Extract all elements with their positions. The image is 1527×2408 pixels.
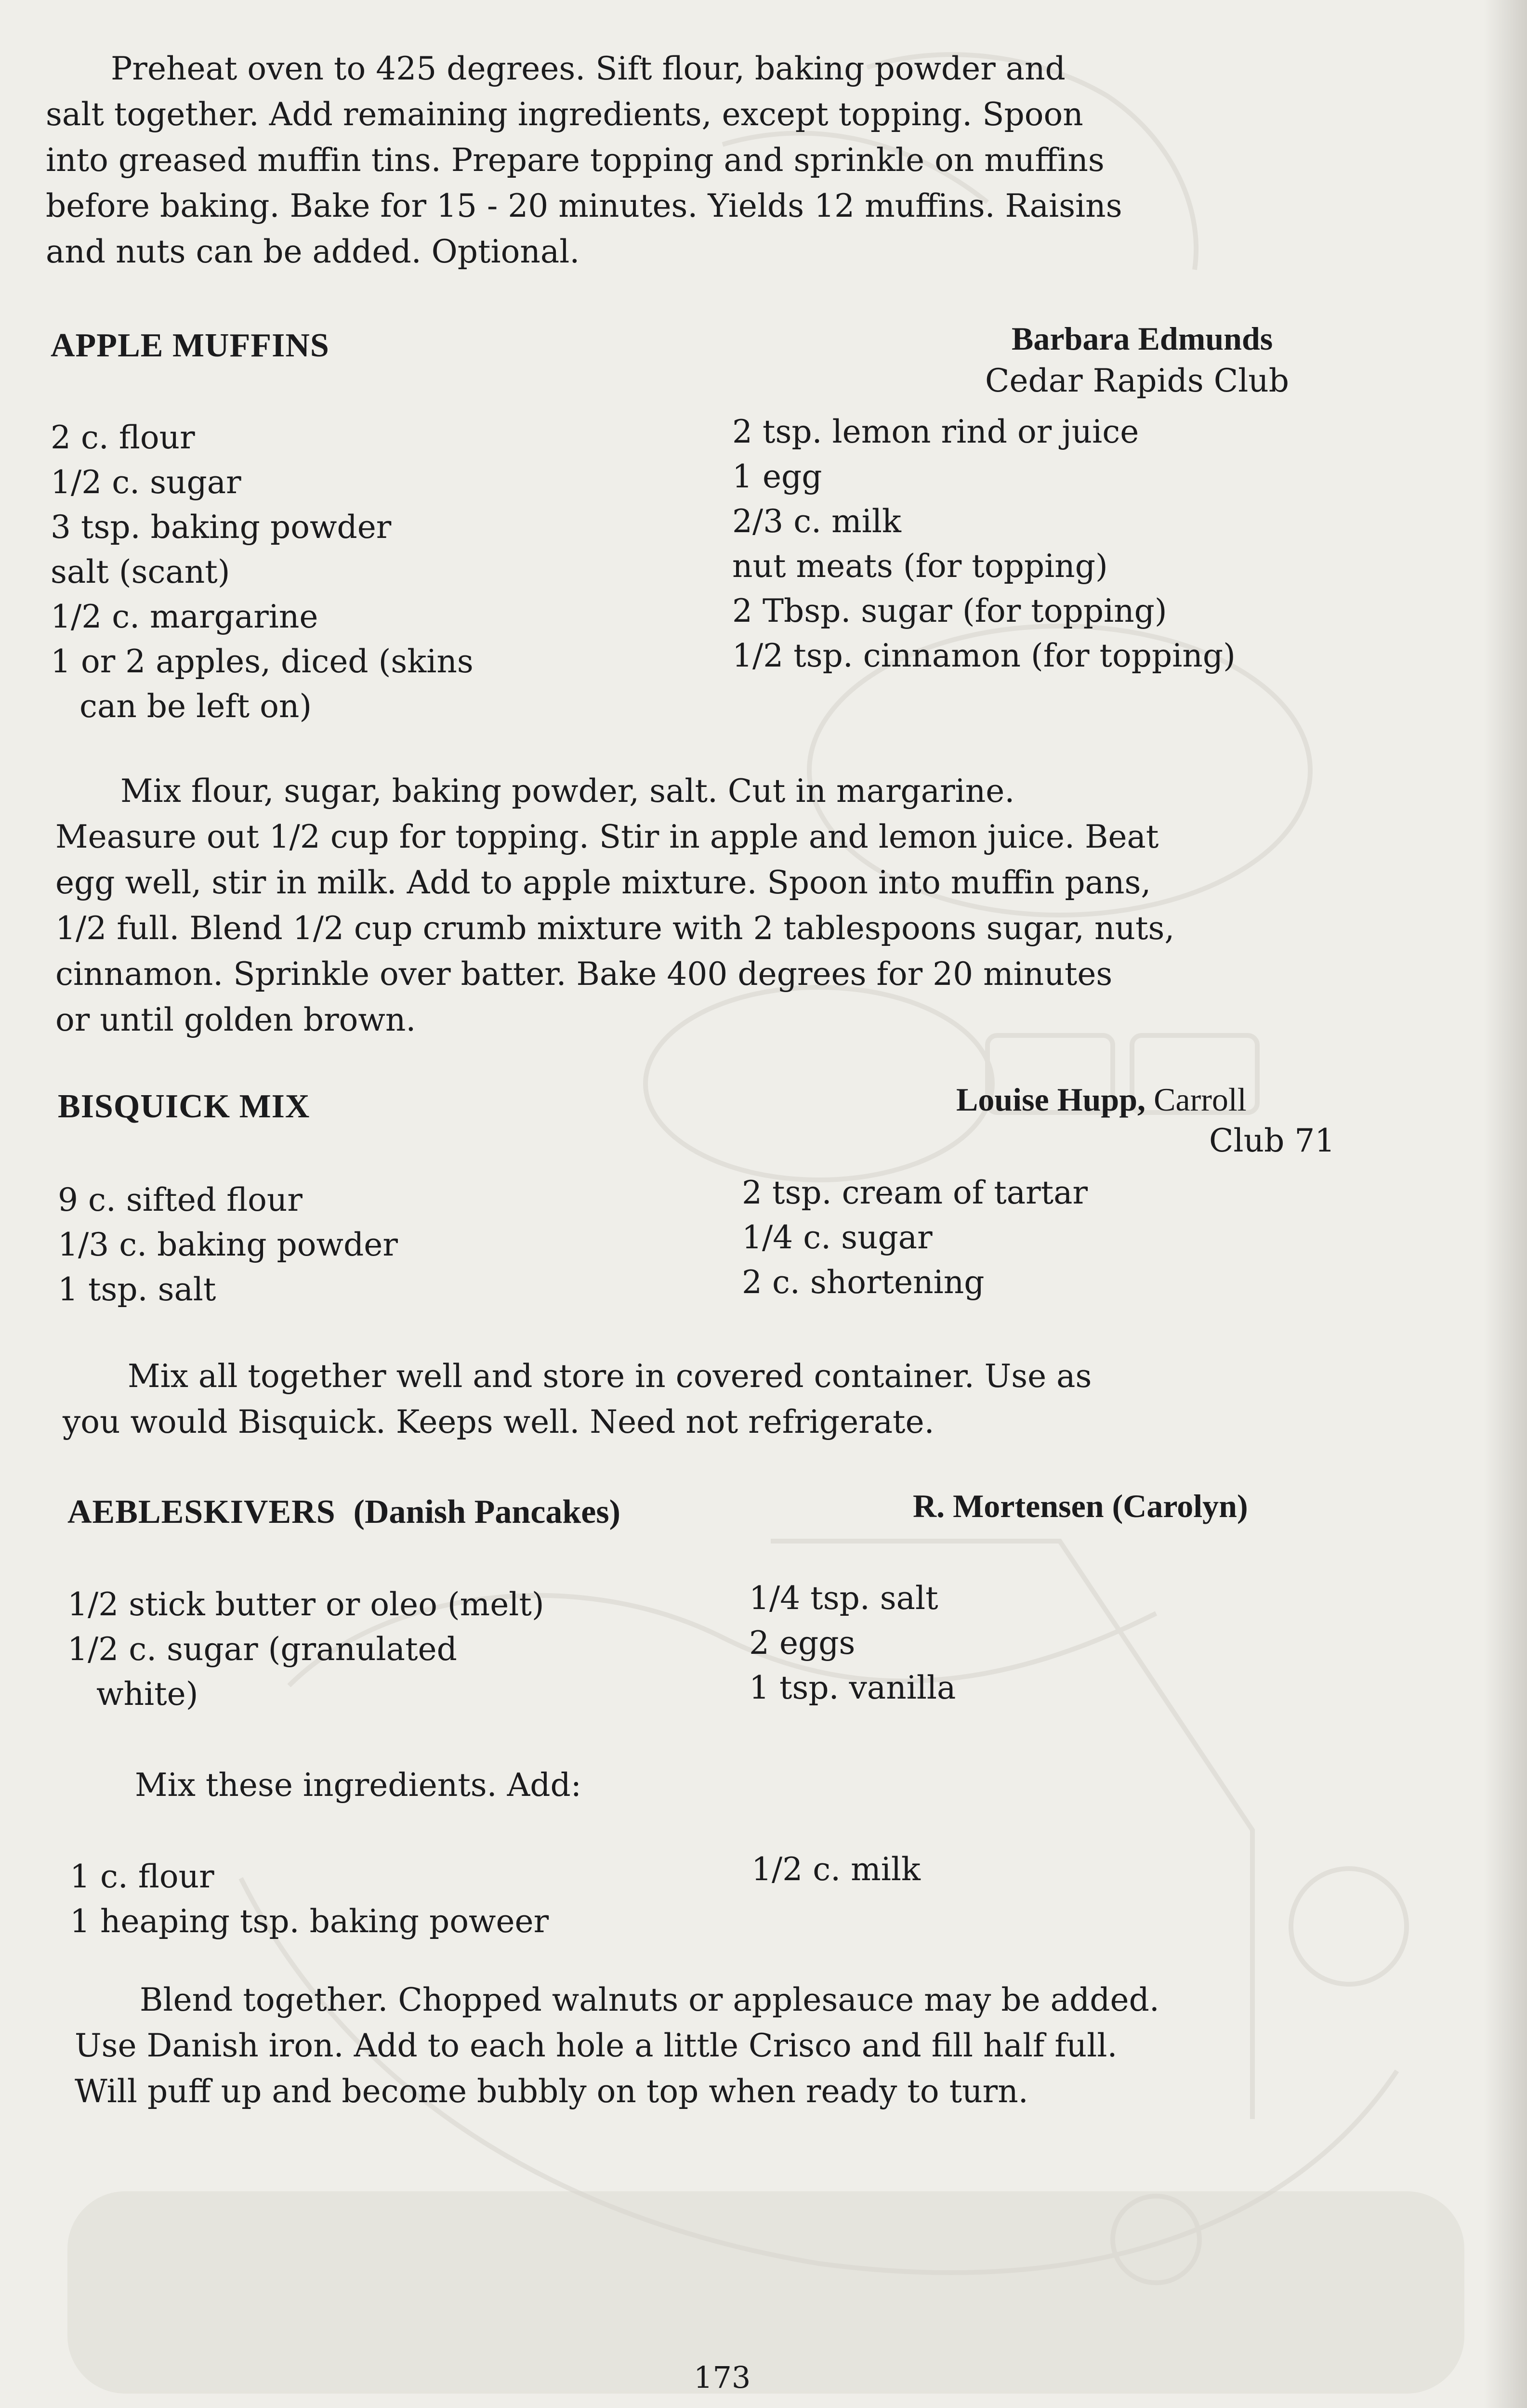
ingredients-right-bisquick-mix (742, 1170, 1088, 1305)
ingredient: 1/4 tsp. salt (749, 1580, 938, 1617)
ingredient: 2 eggs (749, 1624, 856, 1662)
ingredient: 2 c. shortening (742, 1264, 985, 1301)
ingredients-right-aebleskivers (749, 1576, 956, 1710)
recipe-author-town: Carroll (1154, 1081, 1247, 1118)
ingredient: 1 tsp. salt (58, 1271, 216, 1308)
ingredient: 2 tsp. lemon rind or juice (732, 413, 1139, 450)
recipe-author-aebleskivers: R. Mortensen (Carolyn) (913, 1488, 1248, 1524)
ingredient: 2/3 c. milk (732, 503, 901, 540)
ingredients-left-aebleskivers (67, 1582, 544, 1716)
intro-line: and nuts can be added. Optional. (46, 233, 580, 270)
direction-line: Mix all together well and store in covered container. Use as (128, 1358, 1092, 1395)
intro-line: salt together. Add remaining ingredients, except topping. Spoon (46, 96, 1083, 133)
ingredient: 3 tsp. baking powder (51, 509, 392, 546)
ingredient: salt (scant) (51, 553, 230, 590)
direction-line: egg well, stir in milk. Add to apple mixture. Spoon into muffin pans, (55, 864, 1151, 901)
ingredient: can be left on) (79, 688, 312, 725)
direction-line: Use Danish iron. Add to each hole a little Crisco and fill half full. (75, 2027, 1118, 2064)
direction-line: you would Bisquick. Keeps well. Need not refrigerate. (63, 1403, 935, 1440)
ingredient: 1 heaping tsp. baking poweer (70, 1903, 549, 1940)
ingredient: 2 c. flour (51, 419, 195, 456)
direction-line: 1/2 full. Blend 1/2 cup crumb mixture with 2 tablespoons sugar, nuts, (55, 910, 1175, 947)
directions-aebleskivers (75, 1977, 1159, 2114)
ingredient: 1/4 c. sugar (742, 1219, 933, 1256)
ingredient: 1/2 tsp. cinnamon (for topping) (732, 637, 1236, 674)
direction-line: cinnamon. Sprinkle over batter. Bake 400 degrees for 20 minutes (55, 955, 1113, 993)
intro-line: Preheat oven to 425 degrees. Sift flour, baking powder and (111, 50, 1066, 87)
direction-line: Will puff up and become bubbly on top when ready to turn. (75, 2073, 1028, 2110)
ingredients-right2-aebleskivers (751, 1847, 921, 1892)
recipe-author-bisquick-mix (956, 1081, 1247, 1119)
ingredients-left2-aebleskivers (70, 1854, 549, 1944)
intro-line: into greased muffin tins. Prepare topping and sprinkle on muffins (46, 142, 1105, 179)
intro-line: before baking. Bake for 15 - 20 minutes. Yields 12 muffins. Raisins (46, 187, 1122, 224)
recipe-club-bisquick-mix: Club 71 (1209, 1122, 1335, 1159)
recipe-club-apple-muffins: Cedar Rapids Club (985, 362, 1290, 399)
ingredient: 1/2 c. margarine (51, 598, 318, 635)
ingredient: 1/3 c. baking powder (58, 1226, 398, 1263)
aebleskivers-instruction: Mix these ingredients. Add: (135, 1767, 582, 1804)
intro-paragraph (46, 46, 1122, 275)
page-edge-shadow (1484, 0, 1527, 2408)
ingredients-left-apple-muffins (51, 415, 474, 729)
direction-line: Measure out 1/2 cup for topping. Stir in apple and lemon juice. Beat (55, 818, 1159, 855)
ingredient: 1 or 2 apples, diced (skins (51, 643, 474, 680)
direction-line: Mix flour, sugar, baking powder, salt. Cut in margarine. (120, 772, 1015, 810)
directions-apple-muffins (55, 768, 1174, 1043)
recipe-title-bisquick-mix: BISQUICK MIX (58, 1088, 310, 1125)
ingredient: nut meats (for topping) (732, 548, 1108, 585)
ingredient: 1 c. flour (70, 1858, 214, 1895)
directions-bisquick-mix (63, 1353, 1092, 1445)
recipe-subtitle: (Danish Pancakes) (353, 1493, 620, 1531)
ingredient: 1/2 stick butter or oleo (melt) (67, 1586, 544, 1623)
ingredient: 1/2 c. sugar (51, 464, 241, 501)
ingredient: 9 c. sifted flour (58, 1181, 303, 1218)
page-number: 173 (694, 2360, 751, 2395)
ingredient: 1/2 c. sugar (granulated (67, 1631, 457, 1668)
recipe-author-name: Louise Hupp, (956, 1081, 1146, 1118)
ingredients-right-apple-muffins (732, 409, 1236, 678)
ingredient: 1 egg (732, 458, 822, 495)
recipe-title-main: AEBLESKIVERS (67, 1493, 336, 1531)
ingredient: 1 tsp. vanilla (749, 1669, 956, 1706)
ingredient: 2 Tbsp. sugar (for topping) (732, 592, 1167, 629)
recipe-title-apple-muffins: APPLE MUFFINS (51, 327, 329, 364)
ingredients-left-bisquick-mix (58, 1178, 398, 1312)
ingredient: 1/2 c. milk (751, 1851, 921, 1888)
ingredient: white) (96, 1675, 198, 1713)
recipe-title-aebleskivers (67, 1493, 620, 1531)
ingredient: 2 tsp. cream of tartar (742, 1174, 1088, 1211)
recipe-author-apple-muffins: Barbara Edmunds (1012, 320, 1273, 357)
direction-line: Blend together. Chopped walnuts or applesauce may be added. (140, 1981, 1159, 2018)
direction-line: or until golden brown. (55, 1001, 416, 1038)
